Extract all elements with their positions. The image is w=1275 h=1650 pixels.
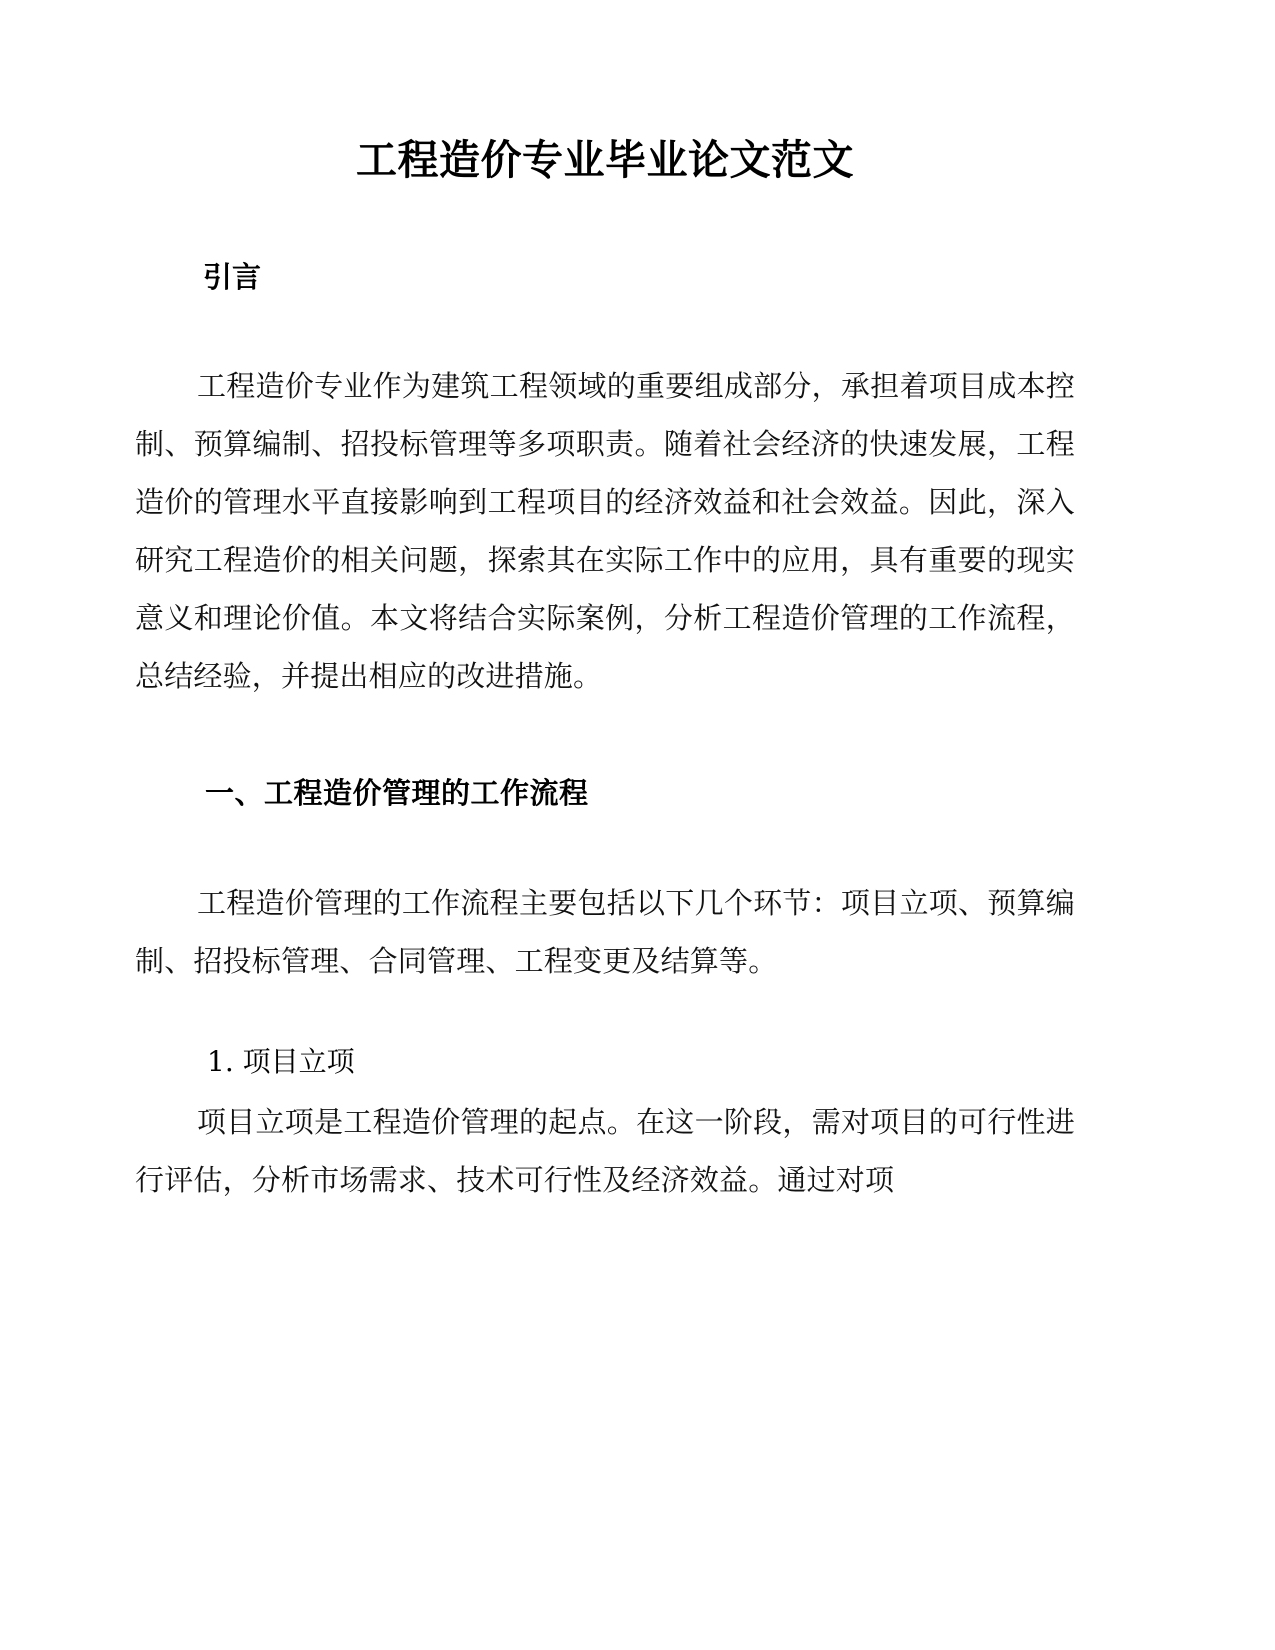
heading-introduction: 引言 (203, 260, 262, 295)
heading-section-one: 一、工程造价管理的工作流程 (205, 776, 589, 811)
spacer (135, 295, 1075, 357)
spacer (135, 812, 1075, 874)
spacer (135, 1079, 1075, 1093)
paragraph-section-one: 工程造价管理的工作流程主要包括以下几个环节：项目立项、预算编制、招投标管理、合同管理、工程变更及结算等。 (135, 885, 1075, 978)
page-title: 工程造价专业毕业论文范文 (356, 136, 854, 184)
heading-sub-one: 1. 项目立项 (207, 1044, 355, 1078)
spacer (135, 990, 1075, 1044)
paragraph-sub-one: 项目立项是工程造价管理的起点。在这一阶段，需对项目的可行性进行评估，分析市场需求、技术可行性及经济效益。通过对项 (135, 1104, 1075, 1197)
spacer (135, 705, 1075, 775)
paragraph-introduction: 工程造价专业作为建筑工程领域的重要组成部分，承担着项目成本控制、预算编制、招投标管理等多项职责。随着社会经济的快速发展，工程造价的管理水平直接影响到工程项目的经济效益和社会效益。因此，深入研究工程造价的相关问题，探索其在实际工作中的应用，具有重要的现实意义和理论价值。本文将结合实际案例，分析工程造价管理的工作流程，总结经验，并提出相应的改进措施。 (135, 369, 1075, 694)
page-content (135, 0, 1075, 1650)
